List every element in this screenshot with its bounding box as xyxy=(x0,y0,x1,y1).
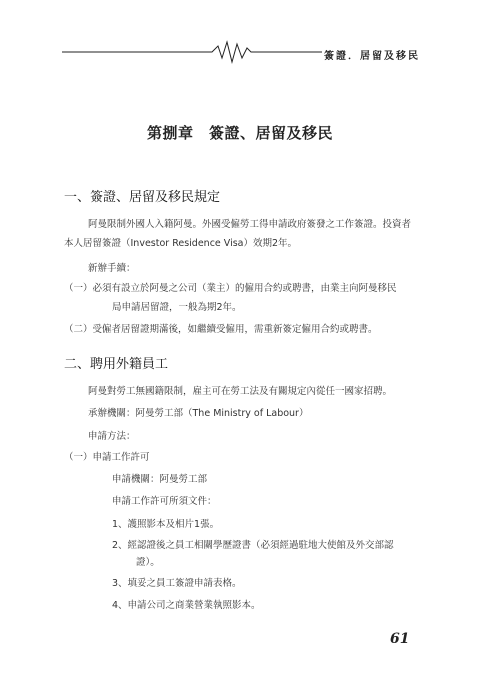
document-item-4: 4、申請公司之商業營業執照影本。 xyxy=(112,600,261,611)
section-1-title: 一、簽證、居留及移民規定 xyxy=(64,190,221,205)
subsection-1-title: （一）申請工作許可 xyxy=(64,452,150,463)
header-section-tag: 簽證．居留及移民 xyxy=(322,47,422,62)
section-2-title: 二、聘用外籍員工 xyxy=(64,357,169,372)
required-documents-label: 申請工作許可所須文件： xyxy=(112,496,217,507)
authority-line: 承辦機關：阿曼勞工部（The Ministry of Labour） xyxy=(88,408,309,419)
section-2-paragraph: 阿曼對勞工無國籍限制，雇主可在勞工法及有關規定內從任一國家招聘。 xyxy=(88,386,393,397)
document-item-3: 3、填妥之員工簽證申請表格。 xyxy=(112,578,242,589)
document-item-1: 1、護照影本及相片1張。 xyxy=(112,519,220,530)
procedure-item-1-line-1: （一）必須有設立於阿曼之公司（業主）的僱用合約或聘書，由業主向阿曼移民 xyxy=(64,283,397,294)
procedure-item-2: （二）受僱者居留證期滿後，如繼續受僱用，需重新簽定僱用合約或聘書。 xyxy=(64,324,378,335)
page-number: 61 xyxy=(390,631,410,647)
method-label: 申請方法： xyxy=(88,431,136,442)
running-header xyxy=(62,38,422,68)
procedures-label: 新辦手續： xyxy=(88,263,136,274)
application-agency: 申請機關：阿曼勞工部 xyxy=(112,474,208,485)
document-item-2-line-1: 2、經認證後之員工相關學歷證書（必須經過駐地大使館及外交部認 xyxy=(112,540,394,551)
section-1-paragraph-line-1: 阿曼限制外國人入籍阿曼。外國受僱勞工得申請政府簽發之工作簽證。投資者 xyxy=(88,219,412,230)
procedure-item-1-line-2: 局申請居留證，一般為期2年。 xyxy=(112,302,242,313)
chapter-title: 第捌章 簽證、居留及移民 xyxy=(146,124,333,142)
document-item-2-line-2: 證）。 xyxy=(136,557,160,568)
section-1-paragraph-line-2: 本人居留簽證（Investor Residence Visa）效期2年。 xyxy=(64,238,298,249)
